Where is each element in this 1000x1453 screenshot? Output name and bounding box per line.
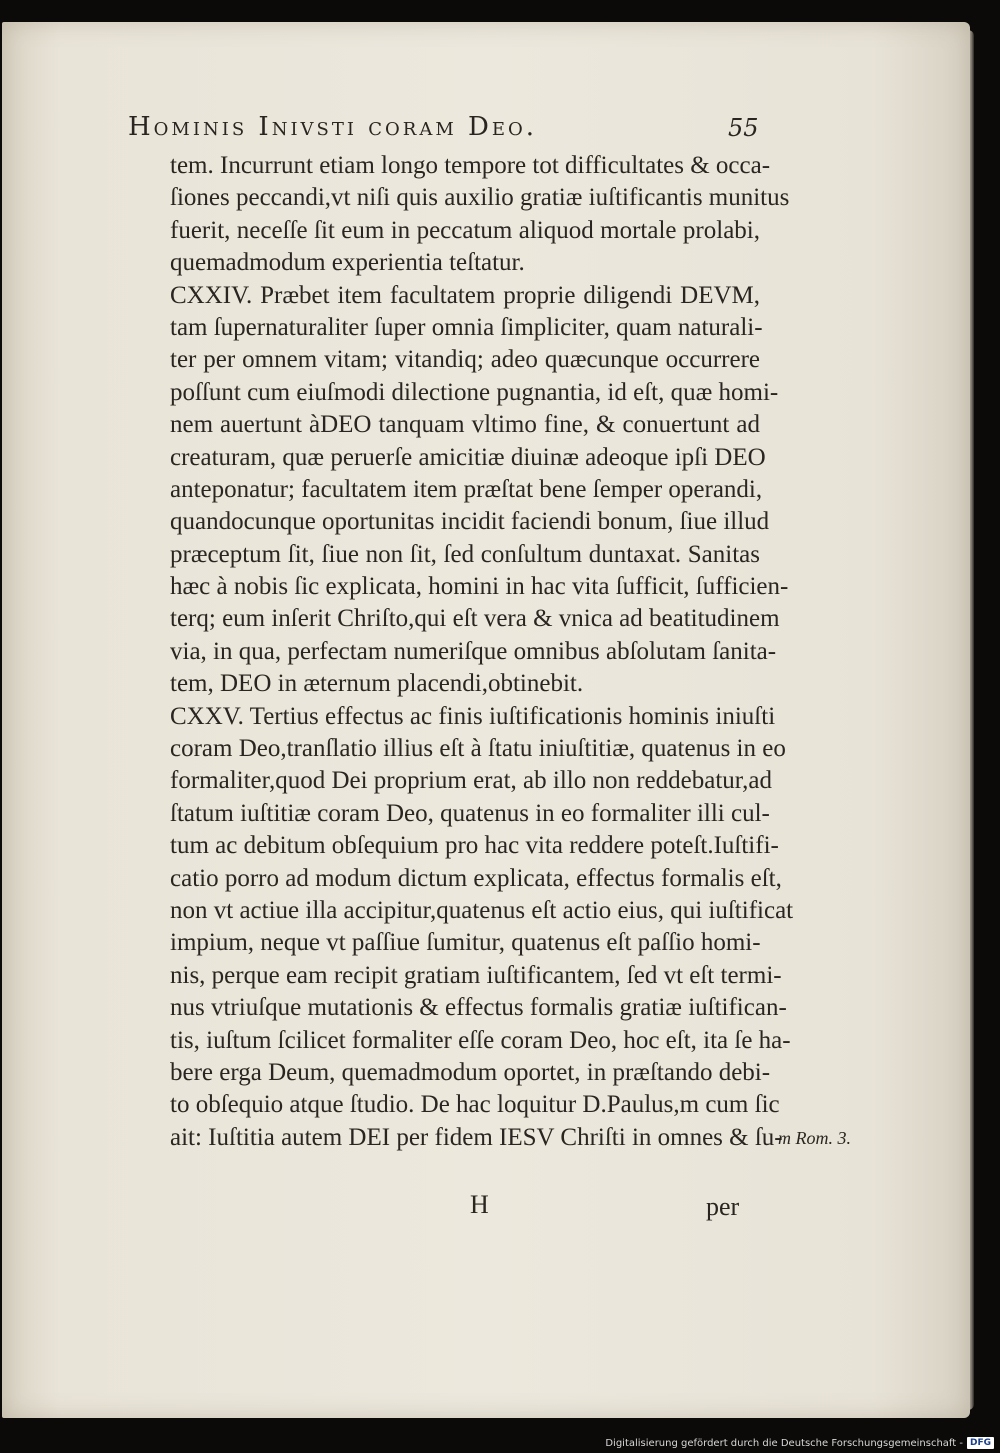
signature-mark: H (470, 1190, 489, 1219)
text-line: ait: Iuſtitia autem DEI per fidem IESV Chriſti in omnes & ſu- (170, 1123, 783, 1151)
text-line: tem, DEO in æternum placendi,obtinebit. (170, 670, 584, 698)
text-line: tam ſupernaturaliter ſuper omnia ſimpliciter, quam naturali- (170, 313, 763, 341)
text-line: tum ac debitum obſequium pro hac vita reddere poteſt.Iuſtifi- (170, 832, 779, 860)
dfg-logo-icon: DFG (967, 1437, 994, 1449)
section-line-cxxv: CXXV. Tertius effectus ac finis iuſtificationis hominis iniuſti (170, 702, 776, 730)
text-line: ſiones peccandi,vt niſi quis auxilio gratiæ iuſtificantis munitus (170, 184, 790, 212)
text-line: bere erga Deum, quemadmodum oportet, in præſtando debi- (170, 1058, 771, 1086)
text-line: creaturam, quæ peruerſe amicitiæ diuinæ adeoque ipſi DEO (170, 443, 766, 471)
text-line: hæc à nobis ſic explicata, homini in hac vita ſufficit, ſufficien- (170, 573, 789, 601)
text-line: nus vtriuſque mutationis & effectus formalis gratiæ iuſtifican- (170, 994, 787, 1022)
text-line: to obſequio atque ſtudio. De hac loquitur D.Paulus,m cum ſic (170, 1091, 780, 1119)
text-line: non vt actiue illa accipitur,quatenus eſt actio eius, qui iuſtificat (170, 896, 794, 924)
text-line: quandocunque oportunitas incidit faciendi bonum, ſiue illud (170, 508, 770, 536)
text-line: fuerit, neceſſe ſit eum in peccatum aliquod mortale prolabi, (170, 216, 760, 244)
text-line: nis, perque eam recipit gratiam iuſtificantem, ſed vt eſt termi- (170, 961, 782, 989)
text-line: poſſunt cum eiuſmodi dilectione pugnantia, id eſt, quæ homi- (170, 378, 779, 406)
text-line: coram Deo,tranſlatio illius eſt à ſtatu iniuſtitiæ, quatenus in eo (170, 735, 786, 763)
text-line: nem auertunt àDEO tanquam vltimo fine, & conuertunt ad (170, 411, 760, 439)
catchword: per (706, 1192, 740, 1221)
body-text (170, 150, 794, 1154)
section-line-cxxiv: CXXIV. Præbet item facultatem proprie diligendi DEVM, (170, 281, 760, 309)
text-line: tem. Incurrunt etiam longo tempore tot difficultates & occa- (170, 152, 771, 179)
funding-credit (605, 1437, 994, 1449)
text-line: præceptum ſit, ſiue non ſit, ſed conſultum duntaxat. Sanitas (170, 540, 760, 568)
text-line: anteponatur; facultatem item præſtat bene ſemper operandi, (170, 475, 763, 503)
running-head: Hominis Inivsti coram Deo. (128, 112, 538, 142)
page-number: 55 (728, 114, 759, 142)
text-line: ter per omnem vitam; vitandiq; adeo quæcunque occurrere (170, 346, 760, 374)
margin-note: m Rom. 3. (778, 1128, 851, 1148)
credit-text: Digitalisierung gefördert durch die Deutsche Forschungsgemeinschaft - (605, 1437, 963, 1449)
text-line: ſtatum iuſtitiæ coram Deo, quatenus in eo formaliter illi cul- (170, 799, 770, 827)
text-line: formaliter,quod Dei proprium erat, ab illo non reddebatur,ad (170, 767, 772, 795)
text-line: impium, neque vt paſſiue ſumitur, quatenus eſt paſſio homi- (170, 929, 761, 957)
text-line: quemadmodum experientia teſtatur. (170, 249, 525, 277)
text-line: tis, iuſtum ſcilicet formaliter eſſe coram Deo, hoc eſt, ita ſe ha- (170, 1026, 791, 1054)
text-line: terq; eum inſerit Chriſto,qui eſt vera & vnica ad beatitudinem (170, 605, 780, 633)
text-line: catio porro ad modum dictum explicata, effectus formalis eſt, (170, 864, 782, 892)
text-line: via, in qua, perfectam numeriſque omnibus abſolutam ſanita- (170, 637, 777, 665)
